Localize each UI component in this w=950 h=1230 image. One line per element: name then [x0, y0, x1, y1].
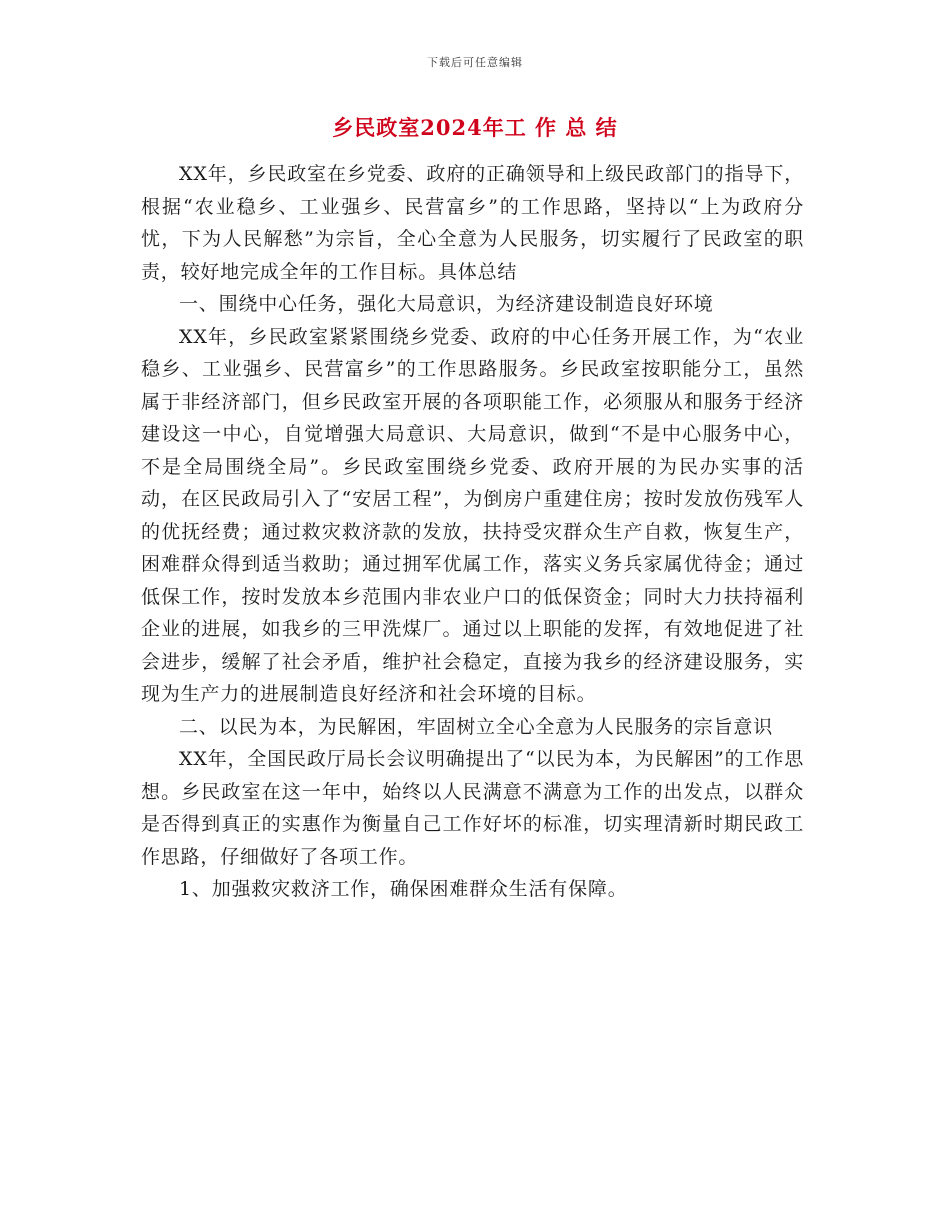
- paragraph-section-2: XX年，全国民政厅局长会议明确提出了“以民为本，为民解困”的工作思想。乡民政室在这一年中，始终以人民满意不满意为工作的出发点，以群众是否得到真正的实惠作为衡量自己工作好坏的标准，切实理清新时期民政工作思路，仔细做好了各项工作。: [141, 748, 804, 868]
- paragraph-section-1: XX年，乡民政室紧紧围绕乡党委、政府的中心任务开展工作，为“农业稳乡、工业强乡、民营富乡”的工作思路服务。乡民政室按职能分工，虽然属于非经济部门，但乡民政室开展的各项职能工作，必须服从和服务于经济建设这一中心，自觉增强大局意识、大局意识，做到“不是中心服务中心，不是全局围绕全局”。乡民政室围绕乡党委、政府开展的为民办实事的活动，在区民政局引入了“安居工程”，为倒房户重建住房；按时发放伤残军人的优抚经费；通过救灾救济款的发放，扶持受灾群众生产自救，恢复生产，困难群众得到适当救助；通过拥军优属工作，落实义务兵家属优待金；通过低保工作，按时发放本乡范围内非农业户口的低保资金；同时大力扶持福利企业的进展，如我乡的三甲洗煤厂。通过以上职能的发挥，有效地促进了社会进步，缓解了社会矛盾，维护社会稳定，直接为我乡的经济建设服务，实现为生产力的进展制造良好经济和社会环境的目标。: [141, 325, 804, 705]
- document-title: 乡民政室2024年工 作 总 结: [332, 115, 618, 140]
- header-note: 下载后可任意编辑: [427, 56, 523, 69]
- paragraph-intro: XX年，乡民政室在乡党委、政府的正确领导和上级民政部门的指导下，根据“农业稳乡、工业强乡、民营富乡”的工作思路，坚持以“上为政府分忧，下为人民解愁”为宗旨，全心全意为人民服务，切实履行了民政室的职责，较好地完成全年的工作目标。具体总结: [141, 163, 804, 283]
- section-heading-2: 二、以民为本，为民解困，牢固树立全心全意为人民服务的宗旨意识: [179, 715, 774, 738]
- subsection-heading-1: 1、加强救灾救济工作，确保困难群众生活有保障。: [179, 878, 628, 900]
- section-heading-1: 一、围绕中心任务，强化大局意识，为经济建设制造良好环境: [179, 293, 714, 315]
- document-body: [141, 158, 804, 906]
